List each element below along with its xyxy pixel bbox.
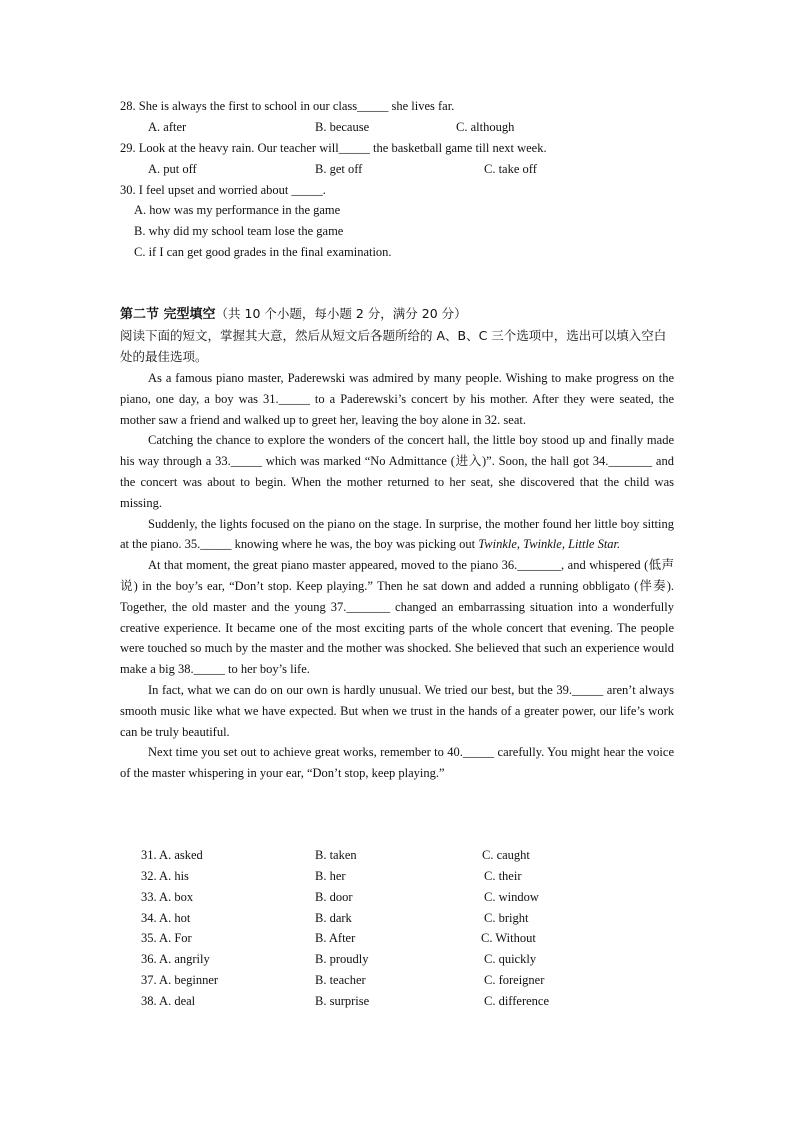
question-29-option-a: A. put off bbox=[148, 162, 197, 176]
answer-38-c: C. difference bbox=[484, 994, 550, 1008]
answer-31-b: B. taken bbox=[315, 848, 357, 862]
question-28-stem: 28. She is always the first to school in our class_____ she lives far. bbox=[120, 99, 455, 113]
section-title: 第二节 完型填空 bbox=[120, 307, 216, 322]
answer-32-c: C. their bbox=[484, 869, 522, 883]
answer-37-b: B. teacher bbox=[315, 973, 366, 987]
cloze-passage bbox=[120, 368, 674, 784]
question-28-option-a: A. after bbox=[148, 120, 187, 134]
question-28-option-c: C. although bbox=[456, 120, 515, 134]
question-30-stem: 30. I feel upset and worried about _____. bbox=[120, 183, 326, 197]
answer-33-c: C. window bbox=[484, 890, 539, 904]
question-29-option-b: B. get off bbox=[315, 162, 363, 176]
answer-38-a: 38. A. deal bbox=[141, 994, 196, 1008]
passage-paragraph-4: At that moment, the great piano master appeared, moved to the piano 36._______, and whispered (低声说) in the boy’s ear, “Don’t stop. Keep playing.” Then he sat down and added a running obbligato (伴奏). Together, the old master and the young 37._______ changed an embarrassing situation into a wonderfully creative experience. It became one of the most exciting parts of the whole concert that evening. The people were touched so much by the master and the mother was shocked. She believed that such an experience would make a big 38._____ to her boy’s life. bbox=[120, 558, 674, 677]
answer-35-c: C. Without bbox=[481, 931, 536, 945]
answer-36-c: C. quickly bbox=[484, 952, 537, 966]
section-heading bbox=[120, 305, 467, 324]
answer-33-b: B. door bbox=[315, 890, 353, 904]
answer-34-c: C. bright bbox=[484, 911, 529, 925]
section-note: （共 10 个小题，每小题 2 分，满分 20 分） bbox=[215, 306, 467, 321]
passage-paragraph-6: Next time you set out to achieve great works, remember to 40._____ carefully. You might hear the voice of the master whispering in your ear, “Don’t stop, keep playing.” bbox=[120, 745, 674, 781]
answer-33-a: 33. A. box bbox=[141, 890, 194, 904]
answer-37-a: 37. A. beginner bbox=[141, 973, 219, 987]
answer-35-b: B. After bbox=[315, 931, 356, 945]
passage-paragraph-3-text: Suddenly, the lights focused on the piano on the stage. In surprise, the mother found her little boy sitting at the piano. 35._____ knowing where he was, the boy was picking out bbox=[120, 516, 674, 552]
question-30-option-c: C. if I can get good grades in the final examination. bbox=[134, 245, 392, 259]
question-30-option-a: A. how was my performance in the game bbox=[134, 203, 341, 217]
question-29-option-c: C. take off bbox=[484, 162, 537, 176]
question-29-stem: 29. Look at the heavy rain. Our teacher will_____ the basketball game till next week. bbox=[120, 141, 547, 155]
answer-38-b: B. surprise bbox=[315, 994, 370, 1008]
answer-35-a: 35. A. For bbox=[141, 931, 192, 945]
answer-36-a: 36. A. angrily bbox=[141, 952, 210, 966]
answer-31-c: C. caught bbox=[482, 848, 530, 862]
question-28-option-b: B. because bbox=[315, 120, 370, 134]
passage-paragraph-5: In fact, what we can do on our own is hardly unusual. We tried our best, but the 39._____ aren’t always smooth music like what we have expected. But when we trust in the hands of a greater power, our life’s work can be truly beautiful. bbox=[120, 682, 674, 739]
passage-paragraph-1: As a famous piano master, Paderewski was admired by many people. Wishing to make progress on the piano, one day, a boy was 31._____ to a Paderewski’s concert by his mother. After they were seated, the mother saw a friend and walked up to greet her, leaving the boy alone in 32. seat. bbox=[120, 371, 674, 427]
answer-32-b: B. her bbox=[315, 869, 346, 883]
song-title: Twinkle, Twinkle, Little Star. bbox=[478, 537, 621, 552]
section-instruction: 阅读下面的短文，掌握其大意，然后从短文后各题所给的 A、B、C 三个选项中，选出可以填入空白处的最佳选项。 bbox=[120, 328, 667, 364]
question-30-option-b: B. why did my school team lose the game bbox=[134, 224, 344, 238]
passage-paragraph-3 bbox=[120, 514, 674, 556]
answer-37-c: C. foreigner bbox=[484, 973, 545, 987]
answer-32-a: 32. A. his bbox=[141, 869, 189, 883]
answer-31-a: 31. A. asked bbox=[141, 848, 203, 862]
answer-36-b: B. proudly bbox=[315, 952, 369, 966]
passage-paragraph-2: Catching the chance to explore the wonders of the concert hall, the little boy stood up and finally made his way through a 33._____ which was marked “No Admittance (进入)”. Soon, the hall got 34._______ and the concert was about to begin. When the mother returned to her seat, she discovered that the child was missing. bbox=[120, 433, 674, 510]
answer-34-a: 34. A. hot bbox=[141, 911, 191, 925]
answer-34-b: B. dark bbox=[315, 911, 352, 925]
